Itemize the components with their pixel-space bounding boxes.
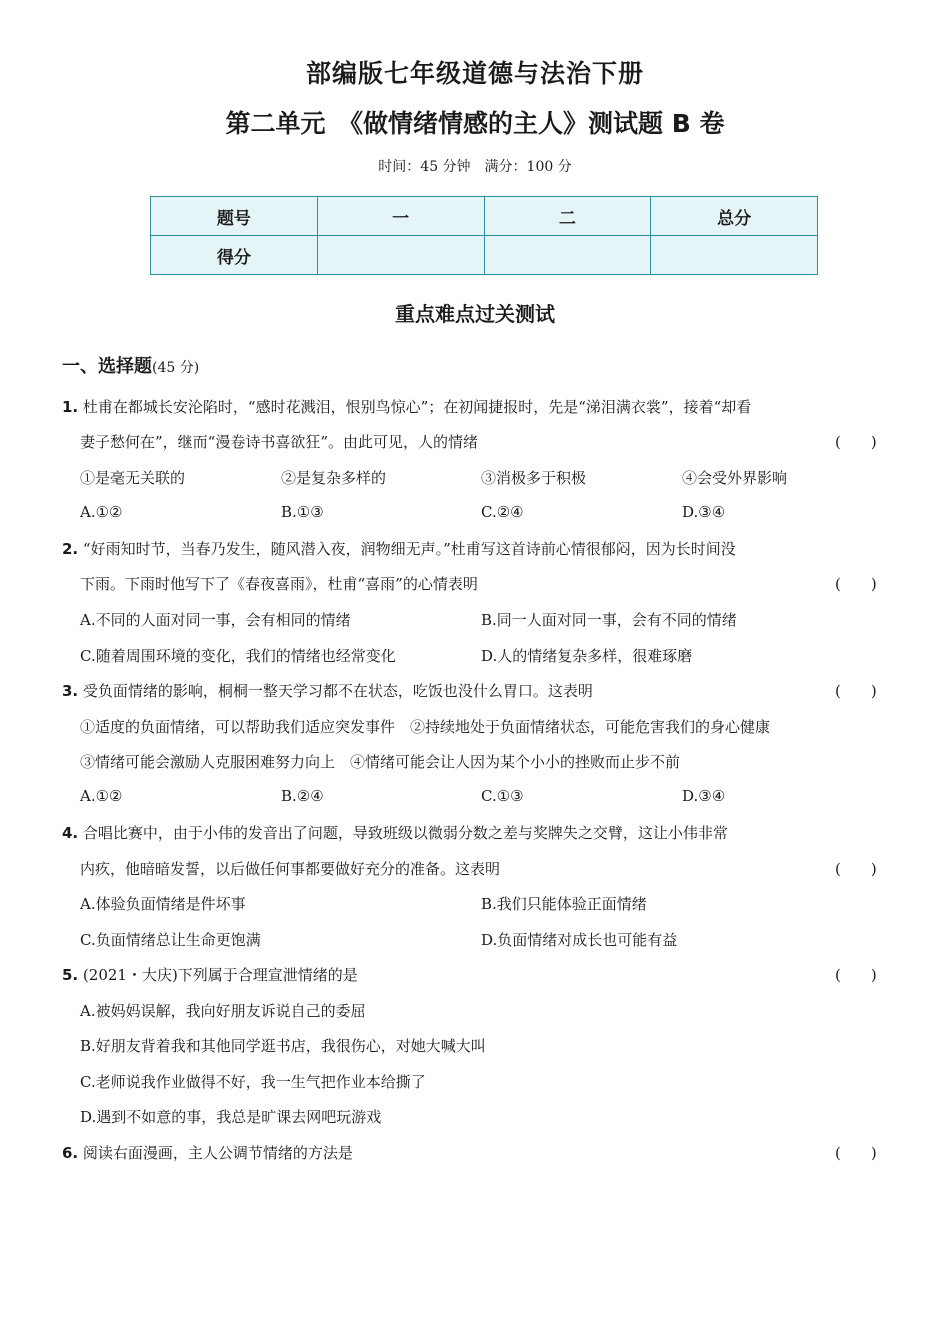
part-heading (62, 352, 199, 378)
answer-blank[interactable]: ( ) (835, 966, 877, 984)
question-text: (2021・大庆)下列属于合理宣泄情绪的是 (82, 966, 358, 984)
score-cell-part1: 一 (317, 197, 484, 236)
exam-title: 部编版七年级道德与法治下册 (305, 59, 644, 88)
answer-option[interactable]: C.负面情绪总让生命更饱满 (80, 931, 261, 949)
statement-item: ④会受外界影响 (682, 469, 788, 487)
statement-line: ①适度的负面情绪，可以帮助我们适应突发事件 ②持续地处于负面情绪状态，可能危害我们的身心健康 (80, 718, 771, 736)
score-table (150, 196, 818, 275)
statement-item: ①是毫无关联的 (80, 469, 186, 487)
answer-blank[interactable]: ( ) (835, 433, 877, 451)
score-cell-total: 总分 (651, 197, 818, 236)
question-text-cont: 下雨。下雨时他写下了《春夜喜雨》，杜甫“喜雨”的心情表明 (80, 575, 478, 593)
answer-option[interactable]: D.人的情绪复杂多样，很难琢磨 (481, 647, 693, 665)
exam-meta: 时间：45 分钟 满分：100 分 (378, 159, 572, 175)
question-number: 3. (62, 682, 79, 700)
statement-item: ③消极多于积极 (481, 469, 587, 487)
question-5 (62, 964, 358, 985)
answer-option[interactable]: A.被妈妈误解，我向好朋友诉说自己的委屈 (80, 1002, 366, 1020)
question-text: 杜甫在都城长安沦陷时，“感时花溅泪，恨别鸟惊心”；在初闻捷报时，先是“涕泪满衣裳”，接着“却看 (82, 398, 752, 416)
score-input-total[interactable] (651, 236, 818, 275)
answer-option[interactable]: B.同一人面对同一事，会有不同的情绪 (481, 611, 737, 629)
score-input-part2[interactable] (484, 236, 651, 275)
question-3 (62, 680, 593, 701)
question-text-cont: 妻子愁何在”，继而“漫卷诗书喜欲狂”。由此可见，人的情绪 (80, 433, 479, 451)
section-title: 重点难点过关测试 (395, 302, 555, 326)
score-cell-part2: 二 (484, 197, 651, 236)
part-label: 一、选择题 (62, 356, 152, 377)
answer-option[interactable]: D.负面情绪对成长也可能有益 (481, 931, 678, 949)
part-points: (45 分) (152, 360, 200, 376)
question-text: 合唱比赛中，由于小伟的发音出了问题，导致班级以微弱分数之差与奖牌失之交臂，这让小伟非常 (82, 824, 728, 842)
answer-option[interactable]: C.①③ (481, 787, 524, 805)
answer-blank[interactable]: ( ) (835, 575, 877, 593)
answer-option[interactable]: C.②④ (481, 503, 524, 521)
question-text-cont: 内疚，他暗暗发誓，以后做任何事都要做好充分的准备。这表明 (80, 860, 501, 878)
answer-option[interactable]: A.不同的人面对同一事，会有相同的情绪 (80, 611, 351, 629)
question-4 (62, 822, 728, 843)
question-number: 2. (62, 540, 79, 558)
answer-option[interactable]: B.好朋友背着我和其他同学逛书店，我很伤心，对她大喊大叫 (80, 1037, 486, 1055)
statement-item: ②是复杂多样的 (281, 469, 387, 487)
question-6 (62, 1142, 353, 1163)
question-number: 1. (62, 398, 79, 416)
question-number: 5. (62, 966, 79, 984)
question-1 (62, 396, 751, 417)
answer-blank[interactable]: ( ) (835, 1144, 877, 1162)
score-input-part1[interactable] (317, 236, 484, 275)
answer-option[interactable]: C.老师说我作业做得不好，我一生气把作业本给撕了 (80, 1073, 426, 1091)
answer-option[interactable]: A.①② (80, 503, 123, 521)
answer-option[interactable]: D.遇到不如意的事，我总是旷课去网吧玩游戏 (80, 1108, 382, 1126)
exam-subtitle: 第二单元 《做情绪情感的主人》测试题 B 卷 (225, 109, 725, 138)
score-cell-label: 题号 (151, 197, 318, 236)
question-text: 受负面情绪的影响，桐桐一整天学习都不在状态，吃饭也没什么胃口。这表明 (82, 682, 593, 700)
answer-option[interactable]: A.体验负面情绪是件坏事 (80, 895, 246, 913)
answer-option[interactable]: B.我们只能体验正面情绪 (481, 895, 647, 913)
answer-option[interactable]: D.③④ (682, 503, 726, 521)
question-number: 4. (62, 824, 79, 842)
question-2 (62, 538, 736, 559)
question-number: 6. (62, 1144, 79, 1162)
answer-blank[interactable]: ( ) (835, 682, 877, 700)
answer-option[interactable]: B.②④ (281, 787, 324, 805)
answer-blank[interactable]: ( ) (835, 860, 877, 878)
score-table-score-row (151, 236, 818, 275)
question-text: “好雨知时节，当春乃发生，随风潜入夜，润物细无声。”杜甫写这首诗前心情很郁闷，因为长时间没 (82, 540, 736, 558)
score-cell-label: 得分 (151, 236, 318, 275)
question-text: 阅读右面漫画，主人公调节情绪的方法是 (82, 1144, 353, 1162)
answer-option[interactable]: B.①③ (281, 503, 324, 521)
score-table-header-row (151, 197, 818, 236)
statement-line: ③情绪可能会激励人克服困难努力向上 ④情绪可能会让人因为某个小小的挫败而止步不前 (80, 753, 681, 771)
answer-option[interactable]: A.①② (80, 787, 123, 805)
answer-option[interactable]: C.随着周围环境的变化，我们的情绪也经常变化 (80, 647, 396, 665)
answer-option[interactable]: D.③④ (682, 787, 726, 805)
